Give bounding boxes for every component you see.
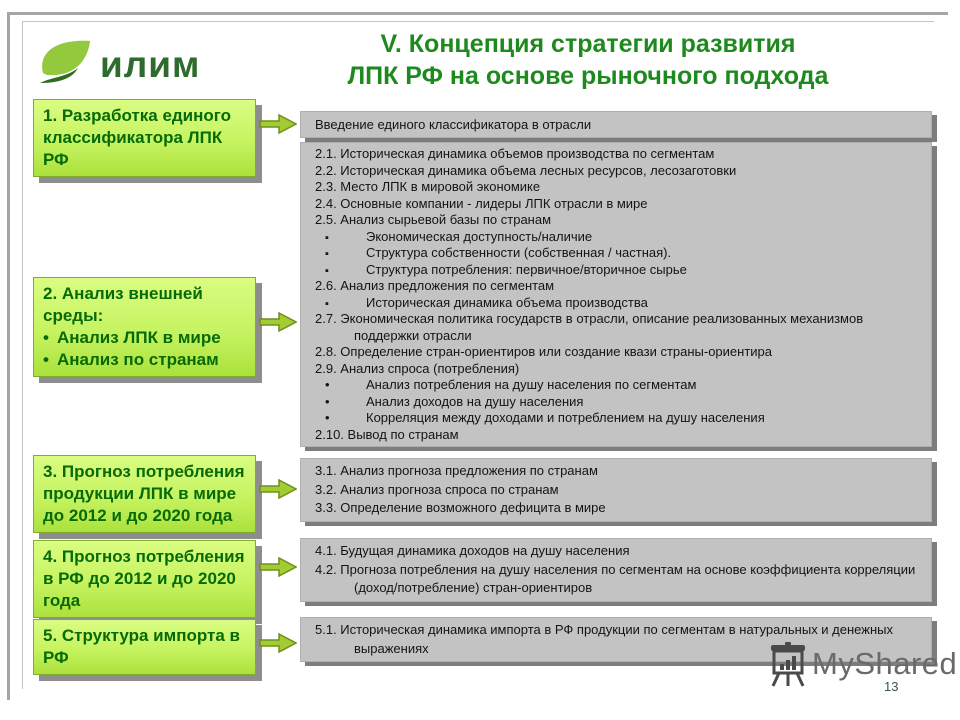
detail-line: 2.7. Экономическая политика государств в отрасли, описание реализованных механизмов bbox=[315, 311, 864, 326]
arrow-right-icon-4 bbox=[259, 555, 297, 579]
flow-box-4-label: 4. Прогноз потребления в РФ до 2012 и до 2020 года bbox=[43, 547, 245, 610]
flow-box-2-label: 2. Анализ внешней среды: bbox=[43, 284, 203, 325]
watermark-text: MyShared bbox=[812, 646, 958, 681]
detail-line: 3.1. Анализ прогноза предложения по странам bbox=[315, 463, 598, 478]
detail-line: 2.5. Анализ сырьевой базы по странам bbox=[315, 212, 552, 227]
frame-line-top bbox=[7, 12, 948, 15]
flow-box-2-bullet-1: • Анализ ЛПК в мире bbox=[43, 327, 246, 349]
detail-subline: ▪ Историческая динамика объема производства bbox=[310, 295, 922, 312]
detail-line: 3.3. Определение возможного дефицита в мире bbox=[315, 500, 606, 515]
detail-box-2 bbox=[300, 142, 932, 447]
flow-box-3-label: 3. Прогноз потребления продукции ЛПК в мире до 2012 и до 2020 года bbox=[43, 462, 245, 525]
leaf-icon bbox=[36, 36, 92, 93]
detail-line: 4.1. Будущая динамика доходов на душу населения bbox=[315, 543, 630, 558]
detail-line-continuation: поддержки отрасли bbox=[354, 327, 472, 343]
detail-line-continuation: выражениях bbox=[354, 640, 429, 656]
flow-box-2 bbox=[33, 277, 256, 377]
ilim-logo bbox=[36, 36, 200, 93]
detail-line: 2.3. Место ЛПК в мировой экономике bbox=[315, 179, 541, 194]
detail-line-continuation: (доход/потребление) стран-ориентиров bbox=[354, 580, 593, 595]
frame-line-left bbox=[7, 12, 10, 700]
detail-subline: ▪ Структура собственности (собственная / частная). bbox=[310, 245, 922, 262]
detail-line: 5.1. Историческая динамика импорта в РФ продукции по сегментам в натуральных и денежных bbox=[315, 622, 893, 637]
detail-subline: ▪ Структура потребления: первичное/вторичное сырье bbox=[310, 262, 922, 279]
projector-screen-icon bbox=[770, 642, 806, 693]
detail-line: 4.2. Прогноза потребления на душу населения по сегментам на основе коэффициента корреляции bbox=[315, 561, 916, 577]
frame-line-left-inner bbox=[22, 21, 23, 689]
detail-line: 2.6. Анализ предложения по сегментам bbox=[315, 278, 555, 293]
slide-title-line1: V. Концепция стратегии развития bbox=[380, 30, 796, 58]
arrow-right-icon-3 bbox=[259, 477, 297, 501]
detail-subline: ▪ Экономическая доступность/наличие bbox=[310, 229, 922, 246]
detail-line: 2.4. Основные компании - лидеры ЛПК отрасли в мире bbox=[315, 195, 648, 211]
arrow-right-icon-1 bbox=[259, 112, 297, 136]
flow-box-2-bullet-2: • Анализ по странам bbox=[43, 349, 246, 371]
detail-subline: • Анализ доходов на душу населения bbox=[310, 394, 922, 411]
detail-box-3 bbox=[300, 458, 932, 522]
detail-line: 2.8. Определение стран-ориентиров или создание квази страны-ориентира bbox=[315, 344, 773, 359]
arrow-right-icon-2 bbox=[259, 310, 297, 334]
logo-text: илим bbox=[100, 43, 201, 85]
detail-line: 2.1. Историческая динамика объемов производства по сегментам bbox=[315, 146, 715, 161]
page-number: 13 bbox=[884, 679, 899, 694]
detail-subline: • Корреляция между доходами и потреблением на душу населения bbox=[310, 410, 922, 427]
detail-line: Введение единого классификатора в отрасли bbox=[315, 117, 592, 132]
detail-box-4 bbox=[300, 538, 932, 602]
flow-box-5-label: 5. Структура импорта в РФ bbox=[43, 626, 240, 667]
flow-box-3 bbox=[33, 455, 256, 533]
flow-box-1-label: 1. Разработка единого классификатора ЛПК РФ bbox=[43, 106, 232, 169]
slide-title-line2: ЛПК РФ на основе рыночного подхода bbox=[347, 62, 829, 90]
detail-subline: • Анализ потребления на душу населения по сегментам bbox=[310, 377, 922, 394]
myshared-watermark bbox=[770, 642, 957, 693]
detail-line: 2.2. Историческая динамика объема лесных ресурсов, лесозаготовки bbox=[315, 162, 737, 178]
slide-title bbox=[288, 28, 888, 92]
arrow-right-icon-5 bbox=[259, 631, 297, 655]
flow-box-4 bbox=[33, 540, 256, 618]
flow-box-1 bbox=[33, 99, 256, 177]
detail-line: 3.2. Анализ прогноза спроса по странам bbox=[315, 481, 559, 497]
flow-box-5 bbox=[33, 619, 256, 675]
frame-line-top-inner bbox=[22, 21, 934, 22]
detail-line: 2.10. Вывод по странам bbox=[315, 426, 459, 442]
detail-line: 2.9. Анализ спроса (потребления) bbox=[315, 360, 520, 376]
detail-box-1 bbox=[300, 111, 932, 138]
